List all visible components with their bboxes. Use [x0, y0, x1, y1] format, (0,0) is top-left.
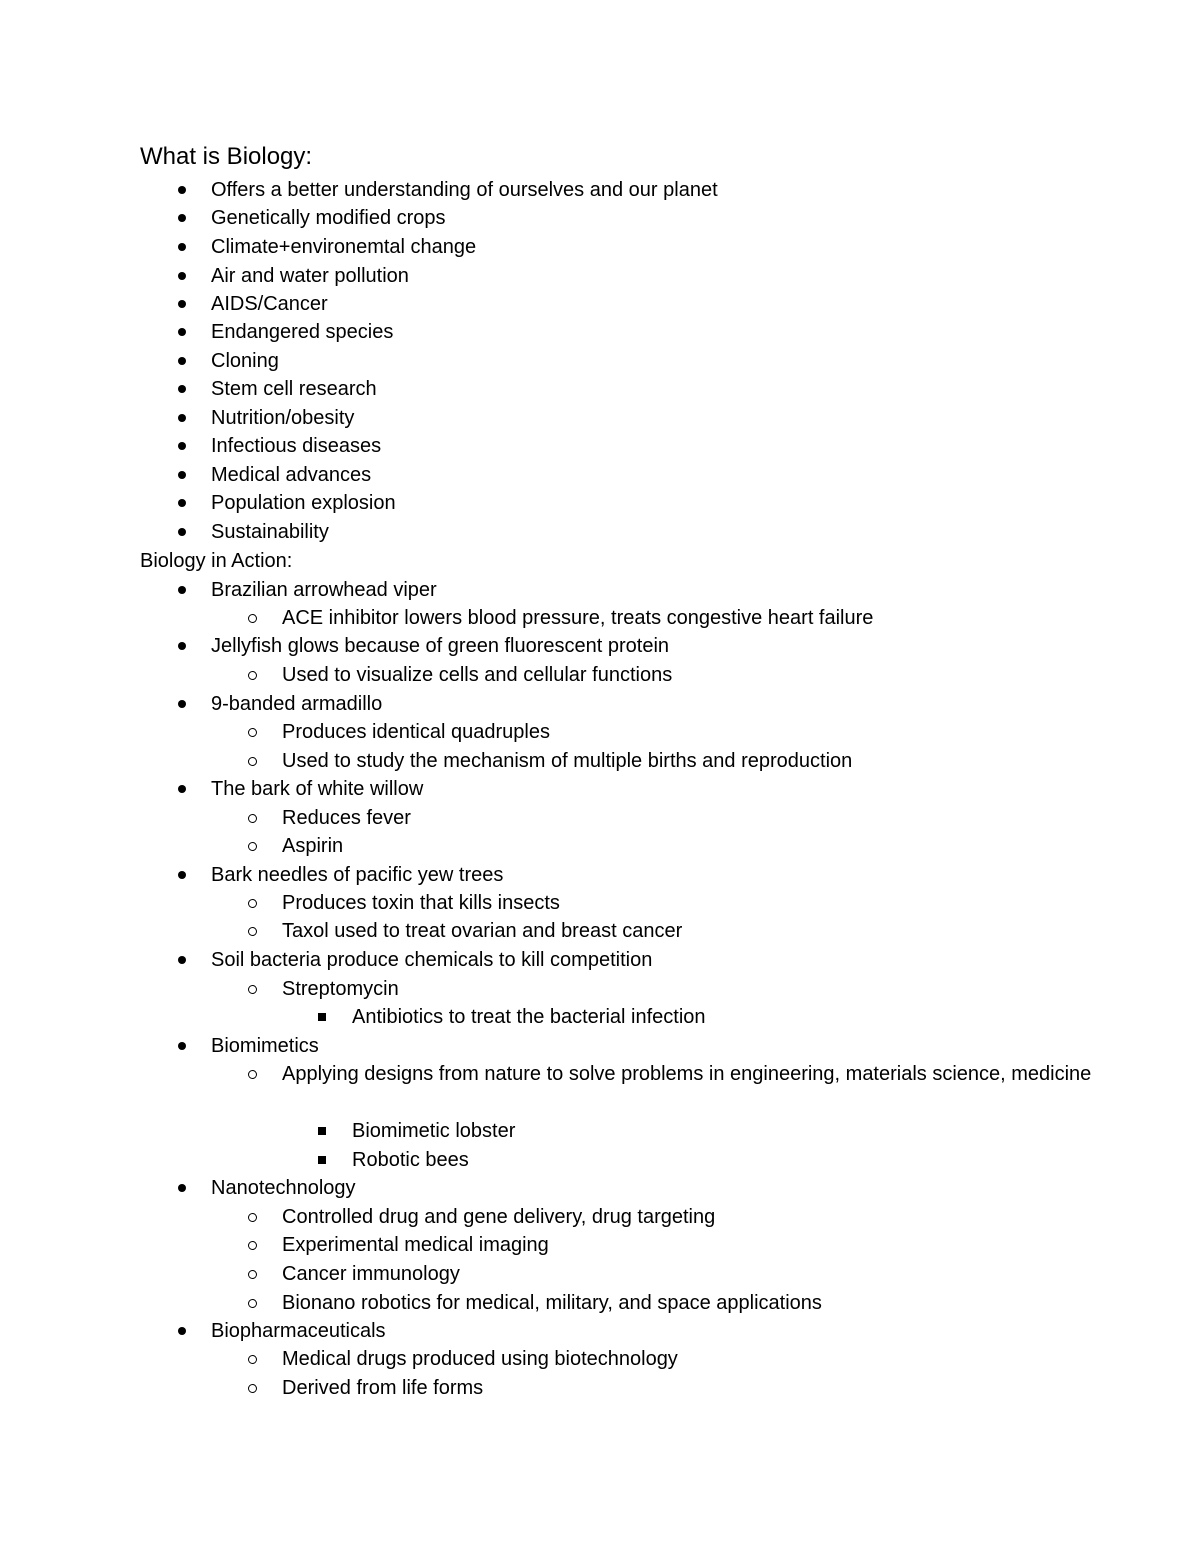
list-item-text: Bark needles of pacific yew trees: [211, 864, 504, 886]
list-item-text: Bionano robotics for medical, military, and space applications: [282, 1292, 822, 1314]
list-item-text: Nutrition/obesity: [211, 407, 355, 429]
bullet-circle-icon: [248, 671, 257, 680]
list-item-text: Air and water pollution: [211, 265, 409, 287]
bullet-dot-icon: [178, 528, 186, 536]
bullet-square-icon: [318, 1156, 326, 1164]
bullet-dot-icon: [178, 186, 186, 194]
list-item-text: The bark of white willow: [211, 778, 424, 800]
list-item-text: Taxol used to treat ovarian and breast cancer: [282, 920, 683, 942]
list-item-text: Biomimetic lobster: [352, 1120, 516, 1142]
list-item-text: Sustainability: [211, 521, 329, 543]
bullet-circle-icon: [248, 927, 257, 936]
list-item-text: Robotic bees: [352, 1149, 469, 1171]
list-item-text: Genetically modified crops: [211, 207, 446, 229]
list-item-text: Jellyfish glows because of green fluorescent protein: [211, 635, 670, 657]
bullet-square-icon: [318, 1013, 326, 1021]
list-item-text: Experimental medical imaging: [282, 1234, 549, 1256]
bullet-dot-icon: [178, 700, 186, 708]
list-item-text: Brazilian arrowhead viper: [211, 579, 437, 601]
bullet-circle-icon: [248, 1355, 257, 1364]
list-item-text: Produces toxin that kills insects: [282, 892, 560, 914]
list-item-text: Endangered species: [211, 321, 394, 343]
list-item-text: Medical drugs produced using biotechnology: [282, 1348, 678, 1370]
bullet-circle-icon: [248, 1213, 257, 1222]
list-item-text: Aspirin: [282, 835, 344, 857]
list-item-text: Population explosion: [211, 492, 396, 514]
list-item-text: Nanotechnology: [211, 1177, 356, 1199]
list-item-text: Stem cell research: [211, 378, 377, 400]
list-item-text: 9-banded armadillo: [211, 693, 383, 715]
bullet-circle-icon: [248, 728, 257, 737]
list-item-text: Antibiotics to treat the bacterial infection: [352, 1006, 706, 1028]
list-item-text: Cloning: [211, 350, 279, 372]
bullet-circle-icon: [248, 842, 257, 851]
bullet-circle-icon: [248, 1241, 257, 1250]
list-item-text: Biopharmaceuticals: [211, 1320, 386, 1342]
list-item-text: Offers a better understanding of ourselves and our planet: [211, 179, 718, 201]
list-item-text: Derived from life forms: [282, 1377, 484, 1399]
bullet-circle-icon: [248, 757, 257, 766]
bullet-dot-icon: [178, 1042, 186, 1050]
bullet-dot-icon: [178, 414, 186, 422]
bullet-dot-icon: [178, 272, 186, 280]
list-item-text: Applying designs from nature to solve problems in engineering, materials science, medicine: [282, 1063, 1092, 1085]
list-item-text: Reduces fever: [282, 807, 411, 829]
list-item-text: Soil bacteria produce chemicals to kill competition: [211, 949, 653, 971]
list-item-text: ACE inhibitor lowers blood pressure, treats congestive heart failure: [282, 607, 874, 629]
bullet-dot-icon: [178, 642, 186, 650]
bullet-dot-icon: [178, 442, 186, 450]
bullet-dot-icon: [178, 956, 186, 964]
bullet-circle-icon: [248, 614, 257, 623]
list-item-text: Controlled drug and gene delivery, drug targeting: [282, 1206, 716, 1228]
section-heading: Biology in Action:: [140, 550, 293, 572]
bullet-circle-icon: [248, 1070, 257, 1079]
bullet-circle-icon: [248, 1299, 257, 1308]
list-item-text: Produces identical quadruples: [282, 721, 550, 743]
bullet-dot-icon: [178, 586, 186, 594]
bullet-dot-icon: [178, 300, 186, 308]
bullet-dot-icon: [178, 214, 186, 222]
list-item-text: Cancer immunology: [282, 1263, 460, 1285]
list-item-text: Biomimetics: [211, 1035, 319, 1057]
list-item-text: Streptomycin: [282, 978, 399, 1000]
bullet-square-icon: [318, 1127, 326, 1135]
list-item-text: Medical advances: [211, 464, 372, 486]
list-item-text: Used to study the mechanism of multiple births and reproduction: [282, 750, 853, 772]
page-title: What is Biology:: [140, 143, 313, 170]
bullet-dot-icon: [178, 1184, 186, 1192]
bullet-dot-icon: [178, 1327, 186, 1335]
list-item-text: AIDS/Cancer: [211, 293, 328, 315]
bullet-dot-icon: [178, 471, 186, 479]
bullet-dot-icon: [178, 499, 186, 507]
bullet-dot-icon: [178, 385, 186, 393]
bullet-dot-icon: [178, 357, 186, 365]
bullet-circle-icon: [248, 985, 257, 994]
list-item-text: Climate+environemtal change: [211, 236, 477, 258]
list-item-text: Used to visualize cells and cellular functions: [282, 664, 673, 686]
list-item-text: Infectious diseases: [211, 435, 382, 457]
bullet-circle-icon: [248, 899, 257, 908]
bullet-circle-icon: [248, 1270, 257, 1279]
bullet-dot-icon: [178, 871, 186, 879]
bullet-dot-icon: [178, 785, 186, 793]
bullet-dot-icon: [178, 328, 186, 336]
bullet-dot-icon: [178, 243, 186, 251]
bullet-circle-icon: [248, 1384, 257, 1393]
bullet-circle-icon: [248, 814, 257, 823]
